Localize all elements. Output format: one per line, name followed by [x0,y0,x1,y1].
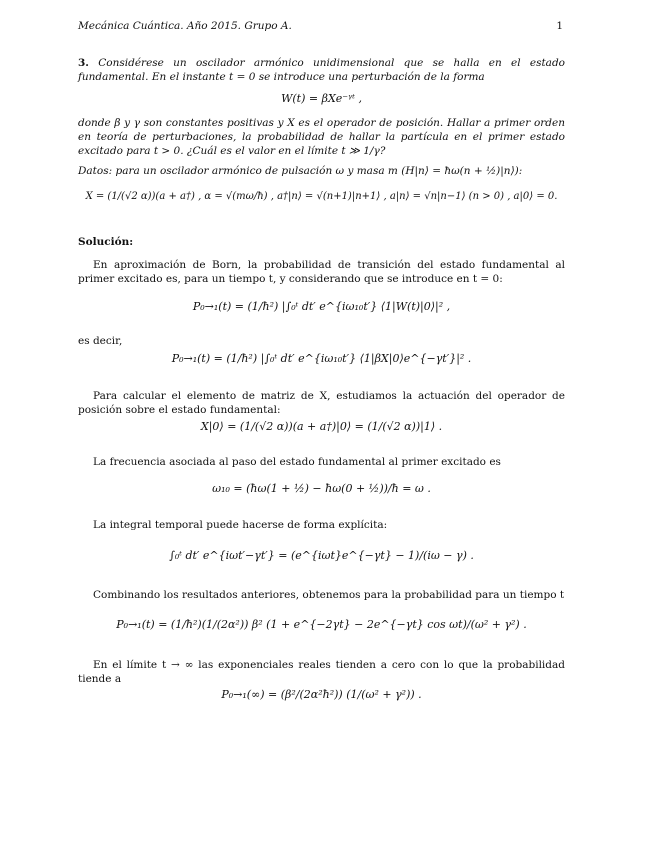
equation-probability-time: P₀→₁(t) = (1/ħ²)(1/(2α²)) β² (1 + e^{−2γt} − 2e^{−γt} cos ωt)/(ω² + γ²) . [116,618,527,631]
equation-matrix-element: X|0⟩ = (1/(√2 α))(a + a†)|0⟩ = (1/(√2 α))|1⟩ . [200,420,443,433]
problem-statement-text: Considérese un oscilador armónico unidimensional que se halla en el estado fundamental. En el instante t = 0 se introduce una perturbación de la forma [78,57,565,83]
header-title: Mecánica Cuántica. Año 2015. Grupo A. [78,20,292,32]
equation-frequency: ω₁₀ = (ħω(1 + ½) − ħω(0 + ½))/ħ = ω . [212,482,431,495]
equation-perturbation: W(t) = βXe⁻ᵞᵗ , [281,92,362,105]
page-header [78,20,563,32]
data-line: Datos: para un oscilador armónico de pulsación ω y masa m (H|n⟩ = ħω(n + ½)|n⟩): [78,165,523,177]
equation-time-integral: ∫₀ᵗ dt′ e^{iωt′−γt′} = (e^{iωt}e^{−γt} − 1)/(iω − γ) . [169,549,474,562]
solution-paragraph-6: En el límite t → ∞ las exponenciales reales tienden a cero con lo que la probabilidad tiende a [78,659,565,685]
problem-statement [78,56,565,84]
solution-heading: Solución: [78,236,134,248]
data-equation: X = (1/(√2 α))(a + a†) , α = √(mω/ħ) , a†|n⟩ = √(n+1)|n+1⟩ , a|n⟩ = √n|n−1⟩ (n > 0) , a|0⟩ = 0. [85,191,558,202]
solution-paragraph-5: Combinando los resultados anteriores, obtenemos para la probabilidad para un tiempo t [93,589,565,601]
problem-number: 3. [78,57,89,69]
page-number: 1 [556,20,563,32]
solution-paragraph-3: La frecuencia asociada al paso del estado fundamental al primer excitado es [93,456,501,468]
solution-paragraph-2: Para calcular el elemento de matriz de X, estudiamos la actuación del operador de posición sobre el estado fundamental: [78,390,565,416]
es-decir: es decir, [78,335,123,347]
equation-probability-limit: P₀→₁(∞) = (β²/(2α²ħ²)) (1/(ω² + γ²)) . [221,688,422,701]
solution-paragraph-4: La integral temporal puede hacerse de forma explícita: [93,519,388,531]
solution-paragraph-1: En aproximación de Born, la probabilidad de transición del estado fundamental al primer excitado es, para un tiempo t, y considerando que se introduce en t = 0: [78,259,565,285]
equation-transition-probability-2: P₀→₁(t) = (1/ħ²) |∫₀ᵗ dt′ e^{iω₁₀t′} ⟨1|βX|0⟩e^{−γt′}|² . [171,352,472,365]
problem-statement-2: donde β y γ son constantes positivas y X es el operador de posición. Hallar a primer orden en teoría de perturbaciones, la probabilidad de hallar la partícula en el primer estado excitado para t > 0. ¿Cuál es el valor en el límite t ≫ 1/γ? [78,117,565,157]
equation-transition-probability: P₀→₁(t) = (1/ħ²) |∫₀ᵗ dt′ e^{iω₁₀t′} ⟨1|W(t)|0⟩|² , [192,300,451,313]
